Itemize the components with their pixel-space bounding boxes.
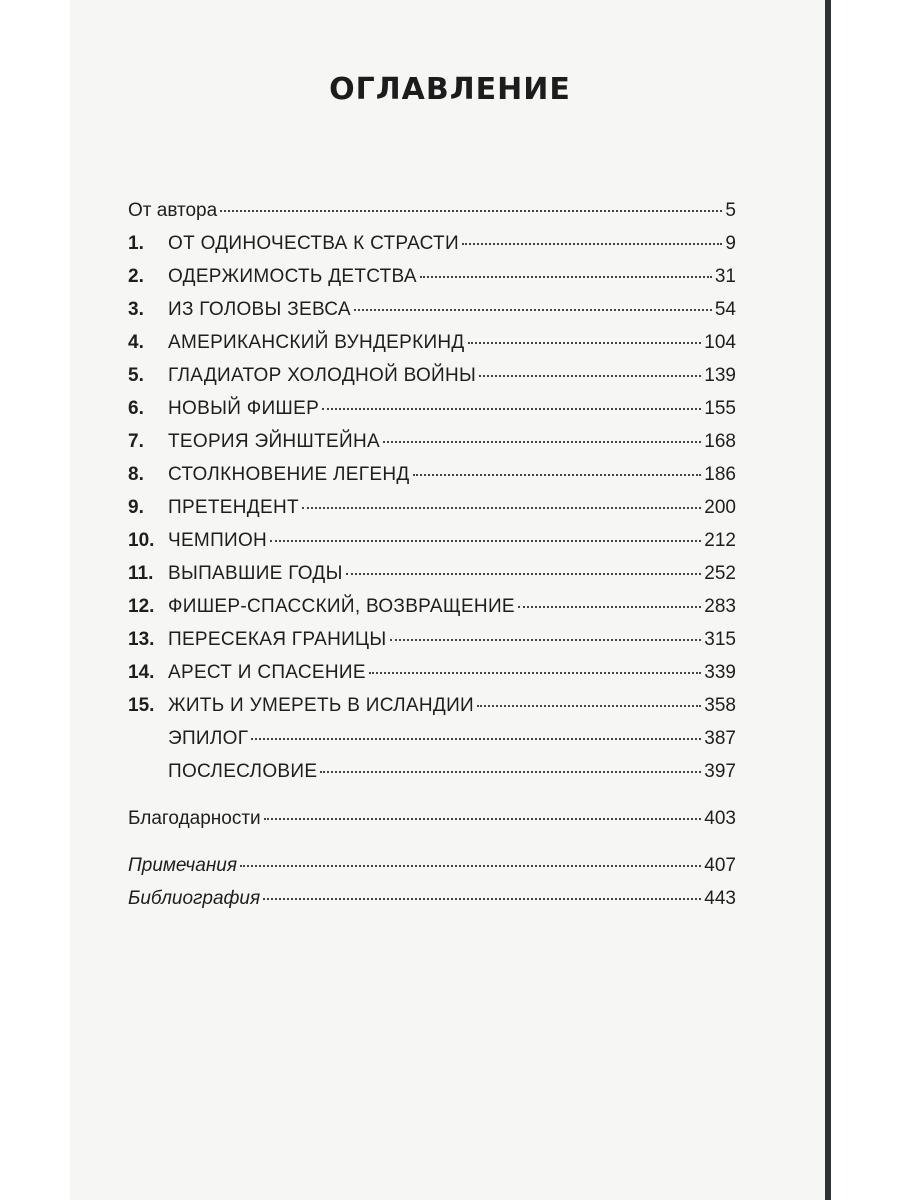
toc-entry-page: 54 [714,299,736,320]
toc-entry-label: ИЗ ГОЛОВЫ ЗЕВСА [168,299,351,320]
toc-entry-page: 5 [725,200,736,221]
toc-entry-label: Библиография [128,888,261,909]
toc-entry-page: 387 [704,728,736,749]
toc-entry-page: 155 [704,398,736,419]
toc-entry-label: ЭПИЛОГ [168,728,249,749]
toc-entry-number: 6. [128,398,144,419]
toc-entry-number: 5. [128,365,144,386]
page-edge-shadow [825,0,831,1200]
toc-entry-label: СТОЛКНОВЕНИЕ ЛЕГЕНД [168,464,410,485]
toc-entry-page: 315 [704,629,736,650]
toc-entry-page: 31 [714,266,736,287]
toc-entry-page: 283 [704,596,736,617]
toc-leader-dots [346,573,702,575]
page-title: ОГЛАВЛЕНИЕ [329,72,571,107]
toc-entry-from-author [128,200,736,233]
toc-entry-chapter-8 [128,464,736,497]
toc-entry-label: ПОСЛЕСЛОВИЕ [168,761,318,782]
toc-entry-label: АМЕРИКАНСКИЙ ВУНДЕРКИНД [168,332,465,353]
toc-entry-number: 15. [128,695,155,716]
toc-leader-dots [270,540,701,542]
toc-entry-number: 13. [128,629,155,650]
toc-entry-chapter-3 [128,299,736,332]
toc-leader-dots [320,771,701,773]
toc-entry-acknowledgements [128,808,736,841]
toc-entry-number: 11. [128,563,154,584]
toc-leader-dots [264,818,702,820]
toc-entry-chapter-10 [128,530,736,563]
toc-leader-dots [468,342,702,344]
toc-entry-page: 104 [704,332,736,353]
toc-entry-chapter-15 [128,695,736,728]
toc-leader-dots [477,705,701,707]
toc-leader-dots [462,243,723,245]
toc-entry-number: 8. [128,464,144,485]
toc-entry-page: 212 [704,530,736,551]
toc-entry-label: ЧЕМПИОН [168,530,268,551]
toc-leader-dots [240,865,701,867]
toc-entry-number: 3. [128,299,144,320]
toc-entry-page: 403 [704,808,736,829]
toc-leader-dots [479,375,701,377]
toc-entry-label: От автора [128,200,218,221]
toc-entry-label: ТЕОРИЯ ЭЙНШТЕЙНА [168,431,380,452]
toc-entry-page: 443 [704,888,736,909]
toc-leader-dots [263,898,701,900]
toc-entry-label: Примечания [128,855,237,876]
toc-entry-chapter-2 [128,266,736,299]
toc-entry-chapter-13 [128,629,736,662]
toc-leader-dots [390,639,702,641]
toc-entry-chapter-9 [128,497,736,530]
toc-entry-label: ОТ ОДИНОЧЕСТВА К СТРАСТИ [168,233,459,254]
toc-entry-notes [128,855,736,888]
toc-entry-number: 10. [128,530,155,551]
toc-entry-chapter-12 [128,596,736,629]
toc-entry-number: 9. [128,497,144,518]
toc-entry-page: 252 [704,563,736,584]
toc-leader-dots [354,309,712,311]
toc-entry-number: 1. [128,233,144,254]
toc-entry-chapter-1 [128,233,736,266]
table-of-contents [128,200,736,921]
toc-entry-chapter-7 [128,431,736,464]
toc-leader-dots [322,408,701,410]
toc-entry-label: ГЛАДИАТОР ХОЛОДНОЙ ВОЙНЫ [168,365,477,386]
toc-entry-label: ПРЕТЕНДЕНТ [168,497,299,518]
toc-entry-label: АРЕСТ И СПАСЕНИЕ [168,662,366,683]
toc-leader-dots [383,441,701,443]
toc-entry-page: 186 [704,464,736,485]
toc-entry-number: 12. [128,596,155,617]
toc-entry-page: 139 [704,365,736,386]
toc-leader-dots [413,474,702,476]
toc-entry-bibliography [128,888,736,921]
toc-entry-label: ЖИТЬ И УМЕРЕТЬ В ИСЛАНДИИ [168,695,474,716]
toc-entry-chapter-4 [128,332,736,365]
toc-entry-epilogue [128,728,736,761]
toc-entry-label: ФИШЕР-СПАССКИЙ, ВОЗВРАЩЕНИЕ [168,596,515,617]
toc-entry-chapter-5 [128,365,736,398]
toc-entry-chapter-14 [128,662,736,695]
toc-entry-number: 4. [128,332,144,353]
toc-leader-dots [518,606,701,608]
toc-entry-page: 200 [704,497,736,518]
toc-entry-label: Благодарности [128,808,261,829]
toc-leader-dots [251,738,701,740]
toc-entry-page: 358 [704,695,736,716]
toc-entry-page: 407 [704,855,736,876]
toc-leader-dots [420,276,712,278]
toc-entry-page: 397 [704,761,736,782]
toc-entry-label: ОДЕРЖИМОСТЬ ДЕТСТВА [168,266,417,287]
toc-entry-page: 9 [725,233,736,254]
toc-leader-dots [369,672,701,674]
toc-entry-chapter-11 [128,563,736,596]
toc-entry-afterword [128,761,736,794]
toc-entry-page: 339 [704,662,736,683]
toc-entry-label: ВЫПАВШИЕ ГОДЫ [168,563,343,584]
toc-entry-chapter-6 [128,398,736,431]
toc-entry-number: 14. [128,662,155,683]
toc-entry-page: 168 [704,431,736,452]
toc-entry-number: 2. [128,266,144,287]
toc-leader-dots [302,507,701,509]
toc-entry-number: 7. [128,431,144,452]
toc-entry-label: ПЕРЕСЕКАЯ ГРАНИЦЫ [168,629,387,650]
toc-entry-label: НОВЫЙ ФИШЕР [168,398,320,419]
toc-leader-dots [220,210,722,212]
